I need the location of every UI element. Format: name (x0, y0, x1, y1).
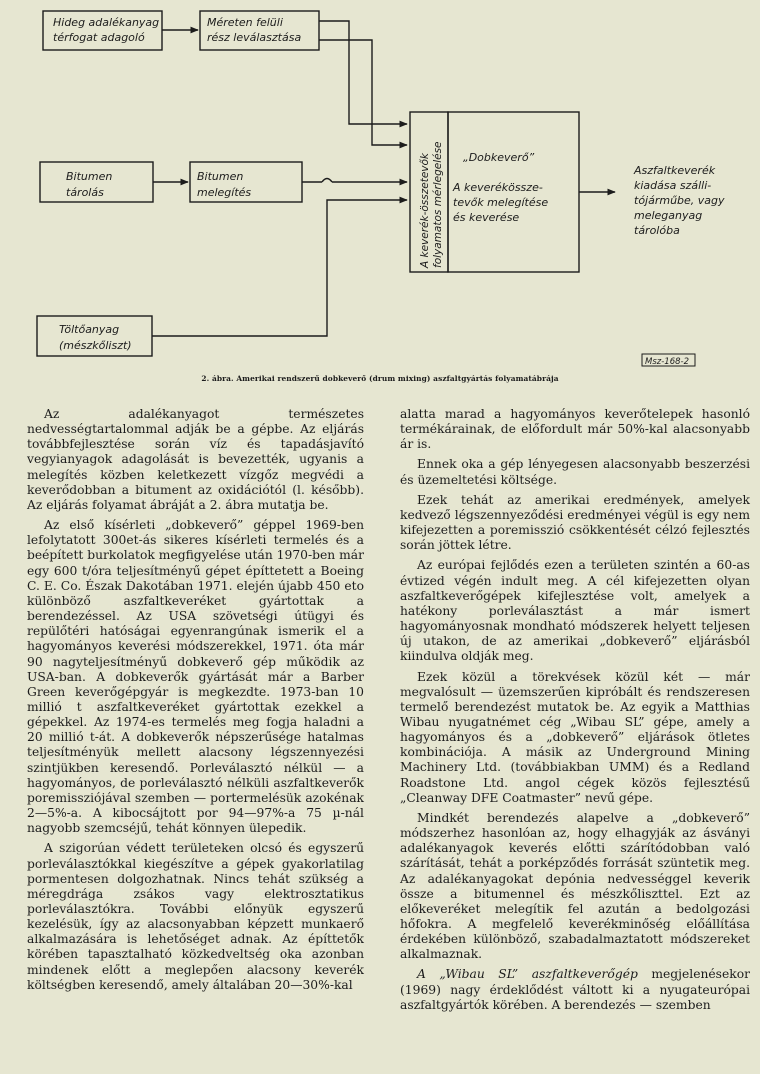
left-column (27, 407, 364, 998)
drum-title: „Dobkeverő” (463, 151, 535, 164)
paragraph: Az adalékanyagot természetes nedvességtartalommal adják be a gépbe. Az eljárás továbbfejlesztése során víz és tapadásjavító vegyianyagok adagolását is bevezették, ugyanis a melegítés közben keletkezett vízgőz megvédi a keverődobban a bitument az oxidációtól (l. később). Az eljárás folyamat ábráját a 2. ábra mutatja be. (27, 407, 364, 512)
paragraph: Mindkét berendezés alapelve a „dobkeverő” módszerhez hasonlóan az, hogy elhagyják az ásványi adalékanyagok keverés előtti szárítódobban való szárítását, tehát a porképződés forrását szüntetik meg. Az adalékanyagokat depónia nedvességgel keverik össze a bitumennel és mészkőliszttel. Ezt az előkeveréket melegítik fel azután a bedolgozási hőfokra. A megfelelő keverékminőség előállítása érdekében különböző, szabadalmaztatott módszereket alkalmaznak. (400, 810, 750, 962)
drum-description: A keverékössze- tevők melegítése és keverése (453, 181, 549, 224)
paragraph: Ezek tehát az amerikai eredmények, amelyek kedvező légszennyeződési eredményei végül is egy nem kifejezetten a poremisszió csökkentését célzó fejlesztés során jöttek létre. (400, 492, 750, 553)
paragraph-rest: megjelenésekor (1969) nagy érdeklődést váltott ki a nyugateurópai aszfaltgyártók körében. A berendezés — szemben (400, 967, 750, 1012)
paragraph: Az európai fejlődés ezen a területen szintén a 60-as évtized végén indult meg. A cél kifejezetten olyan aszfaltkeverőgépek kifejlesztése volt, amelyek a hatékony porleválasztást a már ismert hagyományosnak mondható módszerek helyett teljesen új utakon, de az amerikai „dobkeverő” eljárásból kiindulva oldják meg. (400, 558, 750, 664)
paragraph: Az első kísérleti „dobkeverő” géppel 1969-ben lefolytatott 300et-ás sikeres kísérleti termelés és a beépített burkolatok megfigyelése után 1970-ben már egy 600 t/óra teljesítményű gépet építtetett a Boeing C. E. Co. Észak Dakotában 1971. elején újabb 450 eto különböző aszfaltkeveréket gyártottak a berendezéssel. Az USA szövetségi útügyi és repülőtéri hatóságai egyenrangúnak ismerik el a hagyományos keverési módszerekkel, 1971. óta már 90 nagyteljesítményű dobkeverő gép működik az USA-ban. A dobkeverők gyártását már a Barber Green keverőgépgyár is megkezdte. 1973-ban 10 millió t aszfaltkeveréket gyártottak ezekkel a gépekkel. Az 1974-es termelés meg fogja haladni a 20 millió t-át. A dobkeverők népszerűsége hatalmas teljesítményük mellett alacsony légszennyezési szintjükben keresendő. Porleválasztó nélkül — a hagyományos, de porleválasztó nélküli aszfaltkeverők poremissziójával szemben — portermelésük azokénak 2—5%-a. A kibocsájtott por 94—97%-a 75 µ-nál nagyobb szemcséjű, tehát könnyen ülepedik. (27, 518, 364, 836)
right-column (400, 407, 750, 1018)
output-description: Aszfaltkeverék kiadása szálli- tójárműbe, vagy meleganyag tárolóba (634, 164, 725, 237)
box4-text: Bitumen melegítés (197, 170, 252, 199)
box2-text: Méreten felüli rész leválasztása (207, 16, 302, 44)
paragraph: A szigorúan védett területeken olcsó és egyszerű porleválasztókkal kiegészítve a gépek gyakorlatilag pormentesen dolgozhatnak. Nincs tehát szükség a méregdrága zsákos vagy elektrosztatikus porleválasztókra. További előnyük egyszerű kezelésük, így az alacsonyabban képzett munkaerő alkalmazására is lehetőséget adnak. Az építtetők körében tapasztalható közkedveltség oka azonban mindenek előtt a meglepően alacsony keverék költségben keresendő, amely általában 20—30%-kal (27, 841, 364, 992)
box5-text: Töltőanyag (mészkőliszt) (59, 323, 132, 352)
paragraph (400, 967, 750, 1012)
weighing-vertical-label: A keverék-összetevők folyamatos mérlegelése (419, 141, 444, 268)
italic-lead: A „Wibau SL” aszfaltkeverőgép (417, 967, 638, 982)
process-flow-diagram (0, 0, 760, 372)
figure-code: Msz-168-2 (645, 357, 689, 367)
box3-text: Bitumen tárolás (66, 170, 113, 199)
box1-text: Hideg adalékanyag térfogat adagoló (53, 16, 160, 44)
paragraph: Ezek közül a törekvések közül két — már megvalósult — üzemszerűen kipróbált és rendszeresen termelő berendezést mutatok be. Az egyik a Matthias Wibau nyugatnémet cég „Wibau SL” gépe, amely a hagyományos és a „dobkeverő” eljárások ötletes kombinációja. A másik az Underground Mining Machinery Ltd. (továbbiakban UMM) és a Redland Roadstone Ltd. angol cégek közös fejlesztésű „Cleanway DFE Coatmaster” nevű gépe. (400, 669, 750, 805)
figure-caption: 2. ábra. Amerikai rendszerű dobkeverő (drum mixing) aszfaltgyártás folyamatábrája (201, 374, 559, 383)
paragraph-continued: alatta marad a hagyományos keverőtelepek hasonló termékárainak, de előfordult már 50%-kal alacsonyabb ár is. (400, 407, 750, 452)
paragraph: Ennek oka a gép lényegesen alacsonyabb beszerzési és üzemeltetési költsége. (400, 457, 750, 487)
